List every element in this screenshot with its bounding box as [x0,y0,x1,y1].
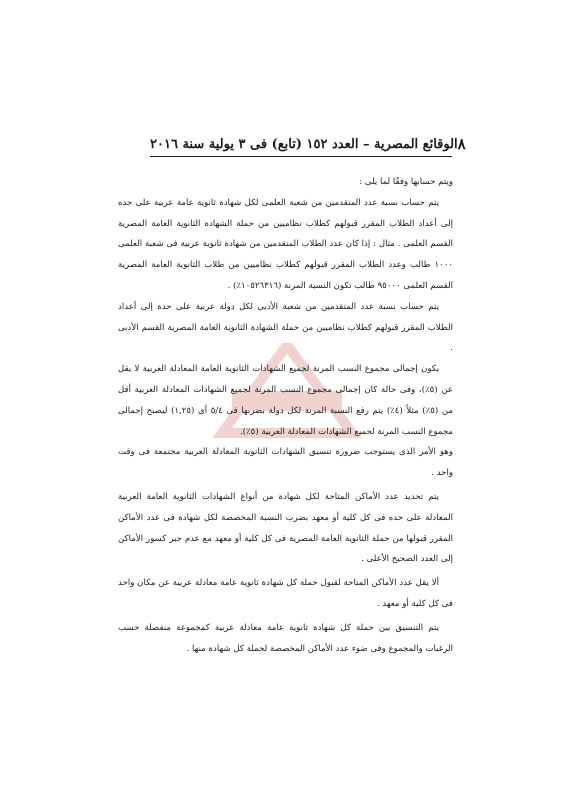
document-body [118,172,453,659]
paragraph-7: يتم التنسيق بين حملة كل شهادة ثانوية عامة معادلة عربية كمجموعة منفصلة حسب الرغبات والمجموع وفى ضوء عدد الأماكن المخصصة لحملة كل شهادة منها . [118,622,453,654]
paragraph-1: يتم حساب نسبة عدد المتقدمين من شعبة العلمى لكل شهادة ثانوية عامة عربية على حده إلى أعداد الطلاب المقرر قبولهم كطلاب نظاميين من حملة الشهادة الثانوية العامة المصرية القسم العلمى . مثال : إذا كان عدد الطلاب المتقدمين من شهادة ثانوية عربية فى شعبة العلمى ١٠٠٠ طالب وعدد الطلاب المقرر قبولهم كطلاب نظاميين من طلاب الثانوية العامة المصرية القسم العلمى ٩٥٠٠٠ طالب تكون النسبة المرنة (١٠٥٢٦٣١٦٪) . [118,197,453,291]
gazette-title: الوقائع المصرية – العدد ١٥٢ (تابع) فى ٣ يولية سنة ٢٠١٦ [150,136,458,152]
paragraph-3: يكون إجمالى مجموع النسب المرنة لجميع الشهادات الثانوية العامة المعادلة العربية لا يقل عن (٥٪)، وفى حالة كان إجمالى مجموع النسب المرنة لجميع الشهادات المعادلة العربية أقل من (٥٪) مثلاً (٤٪) يتم رفع النسبة المرنة لكل دولة بضربها فى ٥/٤ أى (١,٢٥) ليصبح إجمالى مجموع النسب المرنة لجميع الشهادات المعادلة العربية (٥٪). [118,364,453,437]
paragraph-5: يتم تحديد عدد الأماكن المتاحة لكل شهادة من أنواع الشهادات الثانوية العامة العربية المعادلة على حده فى كل كلية أو معهد بضرب النسبة المخصصة لكل شهادة فى عدد الأماكن المقرر قبولها من حملة الثانوية العامة المصرية فى كل كلية أو معهد مع عدم جبر كسور الأماكن إلى العدد الصحيح الأعلى . [118,491,453,565]
page-header [150,134,466,154]
page-number: ٨ [457,135,466,153]
header-rule [150,156,452,157]
paragraph-4: وهو الأمر الذى يستوجب ضرورة تنسيق الشهادات الثانوية المعادلة العربية مجتمعة فى وقت واحد . [118,447,453,479]
paragraph-6: ألا يقل عدد الأماكن المتاحة لقبول حملة كل شهادة ثانوية عامة معادلة عربية عن مكان واحد فى كل كلية أو معهد . [118,578,453,609]
intro-line: ويتم حسابها وفقًا لما يلى : [359,177,453,187]
paragraph-2: يتم حساب نسبة عدد المتقدمين من شعبة الأدبى لكل دولة عربية على حدة إلى أعداد الطلاب المقرر قبولهم كطلاب نظاميين من حملة الشهادة الثانوية العامة المصرية القسم الأدبى . [118,301,453,354]
